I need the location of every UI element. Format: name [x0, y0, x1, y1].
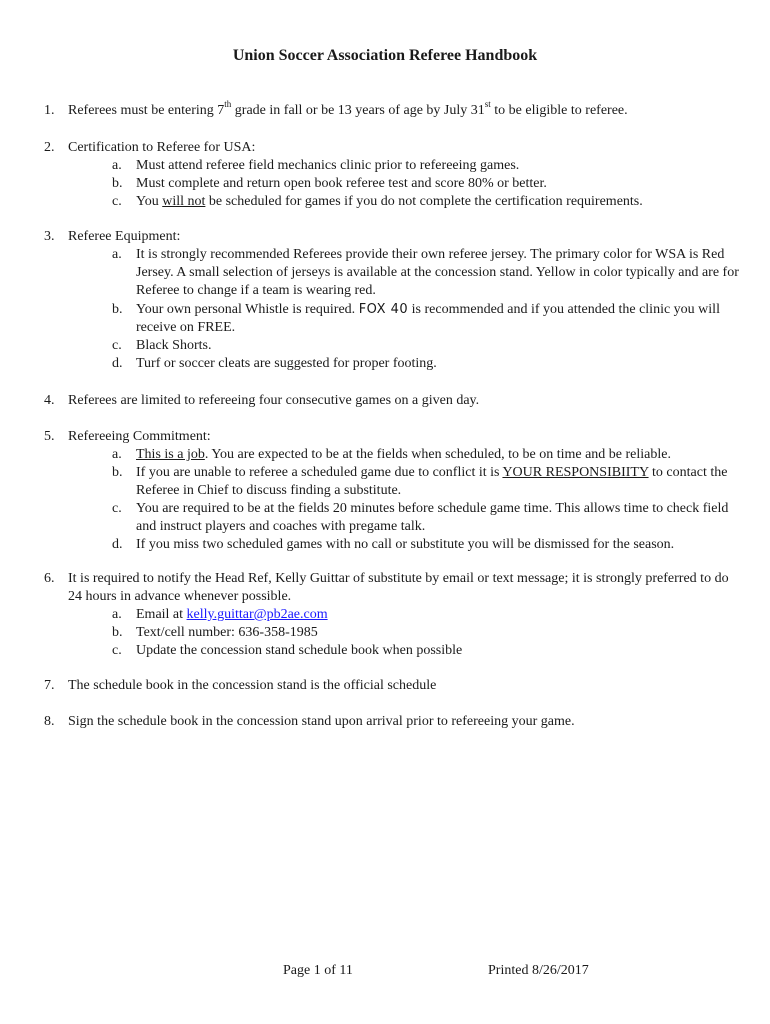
sub-letter: a. — [112, 158, 122, 173]
sub-letter: a. — [112, 607, 122, 622]
sub-text: If you miss two scheduled games with no call or substitute you will be dismissed for the season. — [136, 537, 675, 552]
sub-letter: c. — [112, 643, 122, 658]
superscript: st — [484, 99, 491, 110]
sub-item-5a — [44, 446, 744, 464]
item-number: 6. — [44, 571, 55, 586]
sub-text: Turf or soccer cleats are suggested for proper footing. — [136, 356, 437, 371]
sub-item-3b — [44, 301, 744, 337]
item-number: 4. — [44, 393, 55, 408]
text-run: You — [136, 194, 163, 209]
sub-item-2c — [44, 193, 744, 211]
sub-text: Update the concession stand schedule book when possible — [136, 643, 463, 658]
item-text: Referees are limited to refereeing four consecutive games on a given day. — [68, 393, 480, 408]
sub-item-3c — [44, 337, 744, 355]
sub-letter: c. — [112, 194, 122, 209]
sub-item-6b — [44, 624, 744, 642]
item-number: 8. — [44, 714, 55, 729]
list-item-2 — [44, 139, 744, 211]
underlined-text: This is a job — [136, 447, 205, 462]
email-link[interactable]: kelly.guittar@pb2ae.com — [186, 607, 328, 622]
sub-item-6c — [44, 642, 744, 660]
sub-letter: c. — [112, 338, 122, 353]
item-number: 2. — [44, 140, 55, 155]
sub-item-5d — [44, 536, 744, 554]
sub-item-3a — [44, 246, 744, 300]
sub-letter: b. — [112, 625, 123, 640]
text-run: to contact the Referee in Chief to discuss finding a substitute. — [136, 465, 728, 498]
underlined-text: will not — [162, 194, 206, 209]
item-text: The schedule book in the concession stand is the official schedule — [68, 678, 437, 693]
item-text: Certification to Referee for USA: — [68, 140, 256, 155]
sub-letter: a. — [112, 447, 122, 462]
list-item-5 — [44, 428, 744, 554]
sub-text: It is strongly recommended Referees provide their own referee jersey. The primary color for WSA is Red Jersey. A small selection of jerseys is available at the concession stand. Yellow in color typically and are for Referee to change if a team is wearing red. — [136, 247, 739, 298]
sub-item-2a — [44, 157, 744, 175]
sub-letter: b. — [112, 465, 123, 480]
sub-letter: b. — [112, 302, 123, 317]
text-run: If you are unable to referee a scheduled game due to conflict it is — [136, 465, 503, 480]
list-item-1 — [44, 99, 744, 120]
item-text: Referee Equipment: — [68, 229, 181, 244]
list-item-3 — [44, 228, 744, 373]
list-item-4 — [44, 392, 744, 410]
list-item-8 — [44, 713, 744, 731]
page-number: Page 1 of 11 — [283, 963, 353, 978]
text-run: Email at — [136, 607, 187, 622]
sub-item-5b — [44, 464, 744, 500]
sub-letter: a. — [112, 247, 122, 262]
text-run: is recommended and if you attended the clinic you will receive on FREE. — [136, 302, 720, 335]
fox40-handwritten: FOX 40 — [358, 302, 409, 317]
sub-item-5c — [44, 500, 744, 536]
item-text: It is required to notify the Head Ref, Kelly Guittar of substitute by email or text message; it is strongly preferred to do 24 hours in advance whenever possible. — [68, 571, 729, 604]
printed-date: Printed 8/26/2017 — [488, 963, 589, 978]
superscript: th — [224, 99, 232, 110]
text-run: to be eligible to referee. — [490, 103, 628, 118]
document-title: Union Soccer Association Referee Handbook — [232, 47, 538, 64]
sub-text: Must complete and return open book referee test and score 80% or better. — [136, 176, 547, 191]
text-run: be scheduled for games if you do not complete the certification requirements. — [205, 194, 643, 209]
list-item-6 — [44, 570, 744, 660]
text-run: . You are expected to be at the fields when scheduled, to be on time and be reliable. — [204, 447, 671, 462]
item-text: Sign the schedule book in the concession stand upon arrival prior to refereeing your game. — [68, 714, 575, 729]
sub-text: You are required to be at the fields 20 minutes before schedule game time. This allows time to check field and instruct players and coaches with pregame talk. — [136, 501, 729, 534]
list-item-7 — [44, 677, 744, 695]
item-number: 1. — [44, 103, 55, 118]
underlined-text: YOUR RESPONSIBIITY — [502, 465, 649, 480]
sub-text: Black Shorts. — [136, 338, 212, 353]
item-text: Refereeing Commitment: — [68, 429, 211, 444]
sub-letter: c. — [112, 501, 122, 516]
text-run: Referees must be entering 7 — [68, 103, 225, 118]
text-run: Your own personal Whistle is required. — [136, 302, 359, 317]
item-number: 3. — [44, 229, 55, 244]
sub-item-6a — [44, 606, 744, 624]
sub-text: Text/cell number: 636-358-1985 — [136, 625, 318, 640]
sub-letter: b. — [112, 176, 123, 191]
sub-letter: d. — [112, 356, 123, 371]
item-number: 7. — [44, 678, 55, 693]
text-run: grade in fall or be 13 years of age by July 31 — [231, 103, 485, 118]
sub-item-2b — [44, 175, 744, 193]
sub-letter: d. — [112, 537, 123, 552]
item-number: 5. — [44, 429, 55, 444]
item-text — [68, 99, 744, 120]
sub-item-3d — [44, 355, 744, 373]
sub-text: Must attend referee field mechanics clinic prior to refereeing games. — [136, 158, 520, 173]
